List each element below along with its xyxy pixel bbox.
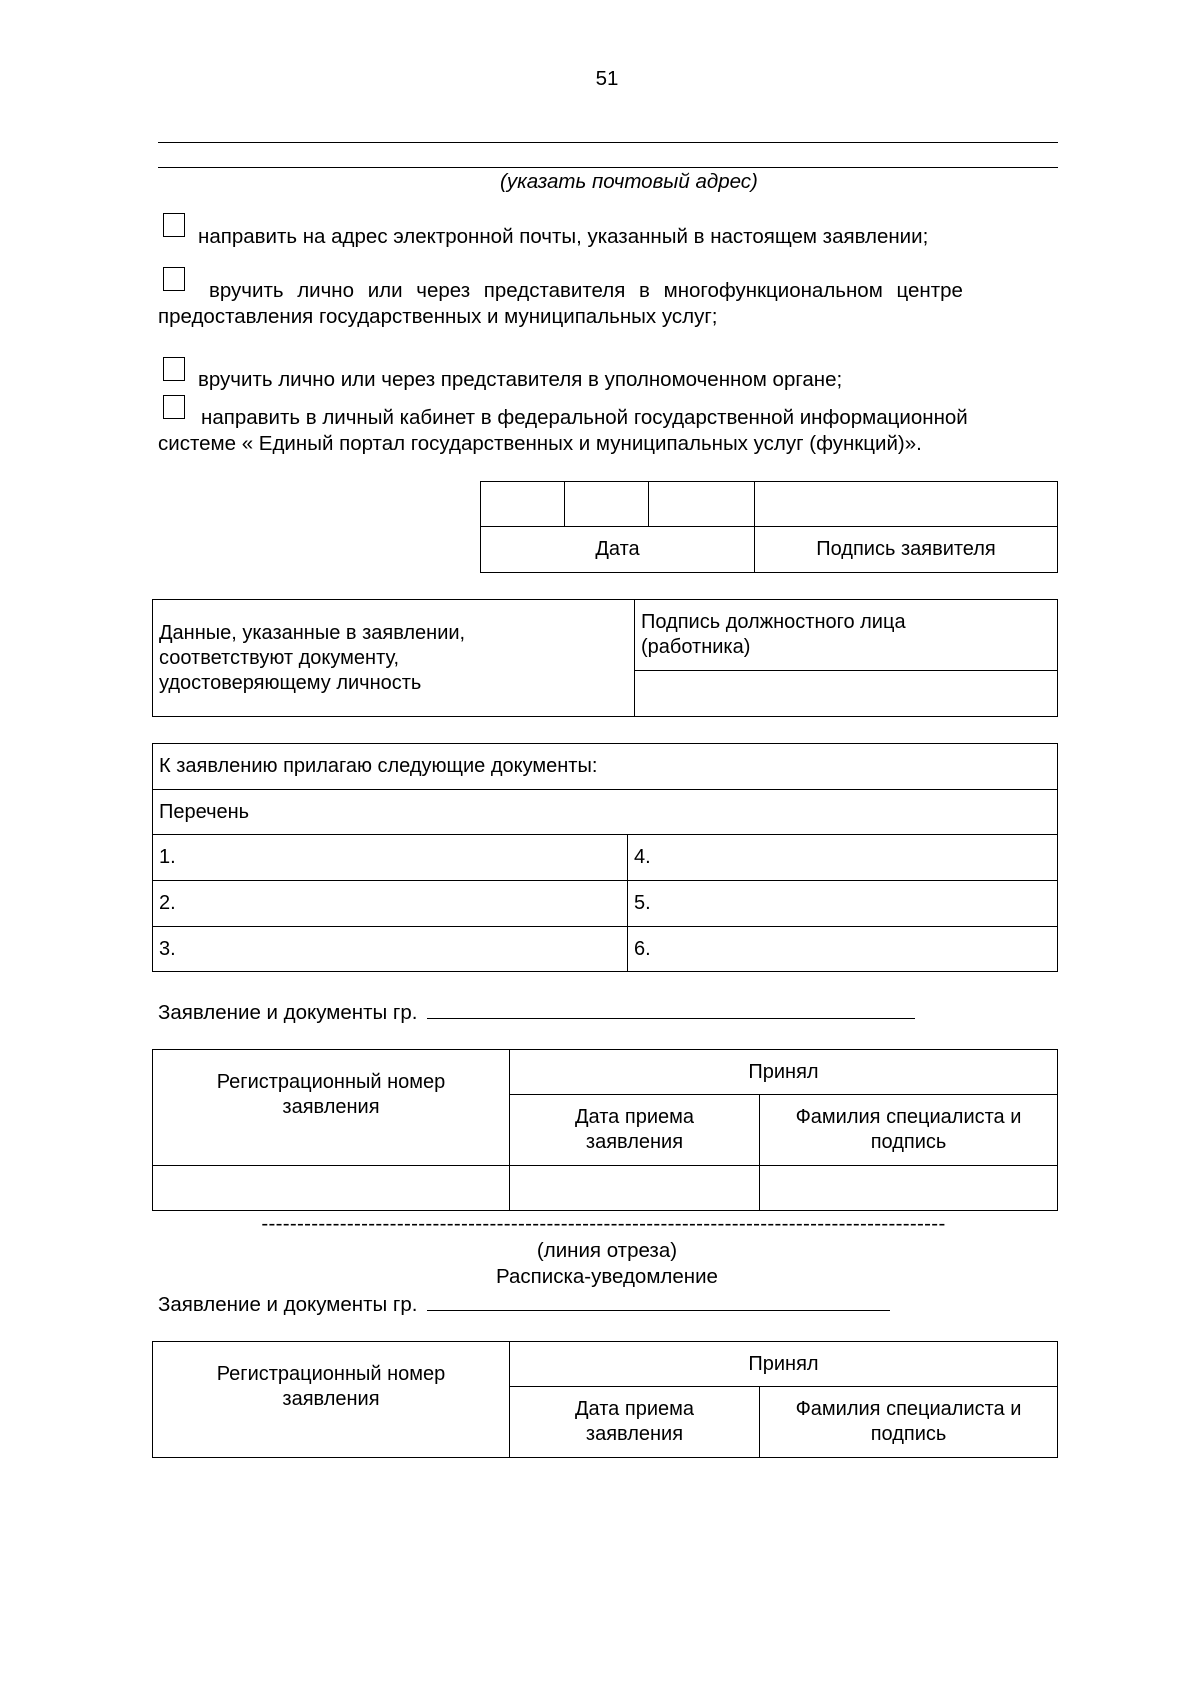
document-item-1[interactable]: 1. <box>153 835 628 881</box>
official-signature-label <box>635 600 1058 671</box>
document-item-3[interactable]: 3. <box>153 927 628 972</box>
specialist-header-2-line1: Фамилия специалиста и <box>795 1398 1022 1420</box>
signature-label: Подпись заявителя <box>755 527 1058 573</box>
page-number: 51 <box>595 67 619 90</box>
applicant-signature-cell[interactable] <box>755 482 1058 527</box>
accepted-header-1: Принял <box>510 1050 1058 1095</box>
date-received-header-1-line1: Дата приема <box>575 1106 694 1128</box>
date-label: Дата <box>481 527 755 573</box>
date-received-header-1-line2: заявления <box>585 1131 684 1153</box>
option-mfc-label-line2: предоставления государственных и муниципальных услуг; <box>158 305 718 328</box>
reg-number-header-2 <box>153 1342 510 1458</box>
applicant-name-field-2[interactable] <box>427 1290 890 1311</box>
option-mfc-checkbox[interactable] <box>163 267 185 291</box>
verification-statement-line2: соответствуют документу, <box>159 646 400 669</box>
option-authority-label: вручить лично или через представителя в уполномоченном органе; <box>198 368 843 391</box>
documents-header: К заявлению прилагаю следующие документы: <box>153 744 1058 790</box>
reg-number-header-1-line2: заявления <box>282 1096 380 1118</box>
specialist-header-1 <box>760 1095 1058 1166</box>
reg-number-header-2-line1: Регистрационный номер <box>216 1363 446 1385</box>
date-received-header-2-line2: заявления <box>585 1423 684 1445</box>
verification-table <box>152 599 1058 717</box>
date-received-header-1 <box>510 1095 760 1166</box>
address-hint: (указать почтовый адрес) <box>500 170 758 193</box>
address-line-2[interactable] <box>158 167 1058 168</box>
official-signature-cell[interactable] <box>635 671 1058 717</box>
applicant-line-2 <box>158 1290 890 1318</box>
registration-table-1 <box>152 1049 1058 1211</box>
official-signature-line2: (работника) <box>641 636 751 658</box>
option-authority-checkbox[interactable] <box>163 357 185 381</box>
option-portal-checkbox[interactable] <box>163 395 185 419</box>
document-item-6[interactable]: 6. <box>628 927 1058 972</box>
verification-statement-line3: удостоверяющему личность <box>159 671 422 694</box>
specialist-header-2 <box>760 1387 1058 1458</box>
address-line-1[interactable] <box>158 142 1058 143</box>
reg-number-header-1-line1: Регистрационный номер <box>216 1071 446 1093</box>
option-email-label: направить на адрес электронной почты, указанный в настоящем заявлении; <box>198 225 929 248</box>
date-received-header-2-line1: Дата приема <box>575 1398 694 1420</box>
option-portal-label-line1: направить в личный кабинет в федеральной государственной информационной <box>201 406 968 429</box>
date-received-header-2 <box>510 1387 760 1458</box>
option-portal-label-line2: системе « Единый портал государственных и муниципальных услуг (функций)». <box>158 432 922 455</box>
reg-number-cell-1[interactable] <box>153 1166 510 1211</box>
reg-number-header-1 <box>153 1050 510 1166</box>
verification-statement <box>153 600 635 717</box>
accepted-header-2: Принял <box>510 1342 1058 1387</box>
receipt-title: Расписка-уведомление <box>496 1265 718 1288</box>
official-signature-line1: Подпись должностного лица <box>641 611 906 633</box>
applicant-line-1 <box>158 998 915 1026</box>
documents-table <box>152 743 1058 972</box>
documents-list-label: Перечень <box>153 790 1058 835</box>
specialist-header-1-line2: подпись <box>870 1131 947 1153</box>
option-mfc-label-line1: вручить лично или через представителя в многофункциональном центре <box>209 279 963 302</box>
cut-line: ------------------------------------------------------------------------------------------------ <box>261 1212 946 1235</box>
registration-table-2 <box>152 1341 1058 1458</box>
cut-line-label: (линия отреза) <box>536 1239 678 1262</box>
date-cell-day[interactable] <box>481 482 565 527</box>
date-signature-table <box>480 481 1058 573</box>
applicant-line-1-label: Заявление и документы гр. <box>158 1001 418 1024</box>
option-email-checkbox[interactable] <box>163 213 185 237</box>
date-cell-year[interactable] <box>649 482 755 527</box>
reg-number-header-2-line2: заявления <box>282 1388 380 1410</box>
applicant-name-field-1[interactable] <box>427 998 915 1019</box>
document-item-4[interactable]: 4. <box>628 835 1058 881</box>
specialist-header-1-line1: Фамилия специалиста и <box>795 1106 1022 1128</box>
specialist-cell-1[interactable] <box>760 1166 1058 1211</box>
date-received-cell-1[interactable] <box>510 1166 760 1211</box>
date-cell-month[interactable] <box>565 482 649 527</box>
specialist-header-2-line2: подпись <box>870 1423 947 1445</box>
applicant-line-2-label: Заявление и документы гр. <box>158 1293 418 1316</box>
document-item-2[interactable]: 2. <box>153 881 628 927</box>
document-item-5[interactable]: 5. <box>628 881 1058 927</box>
verification-statement-line1: Данные, указанные в заявлении, <box>159 621 466 644</box>
